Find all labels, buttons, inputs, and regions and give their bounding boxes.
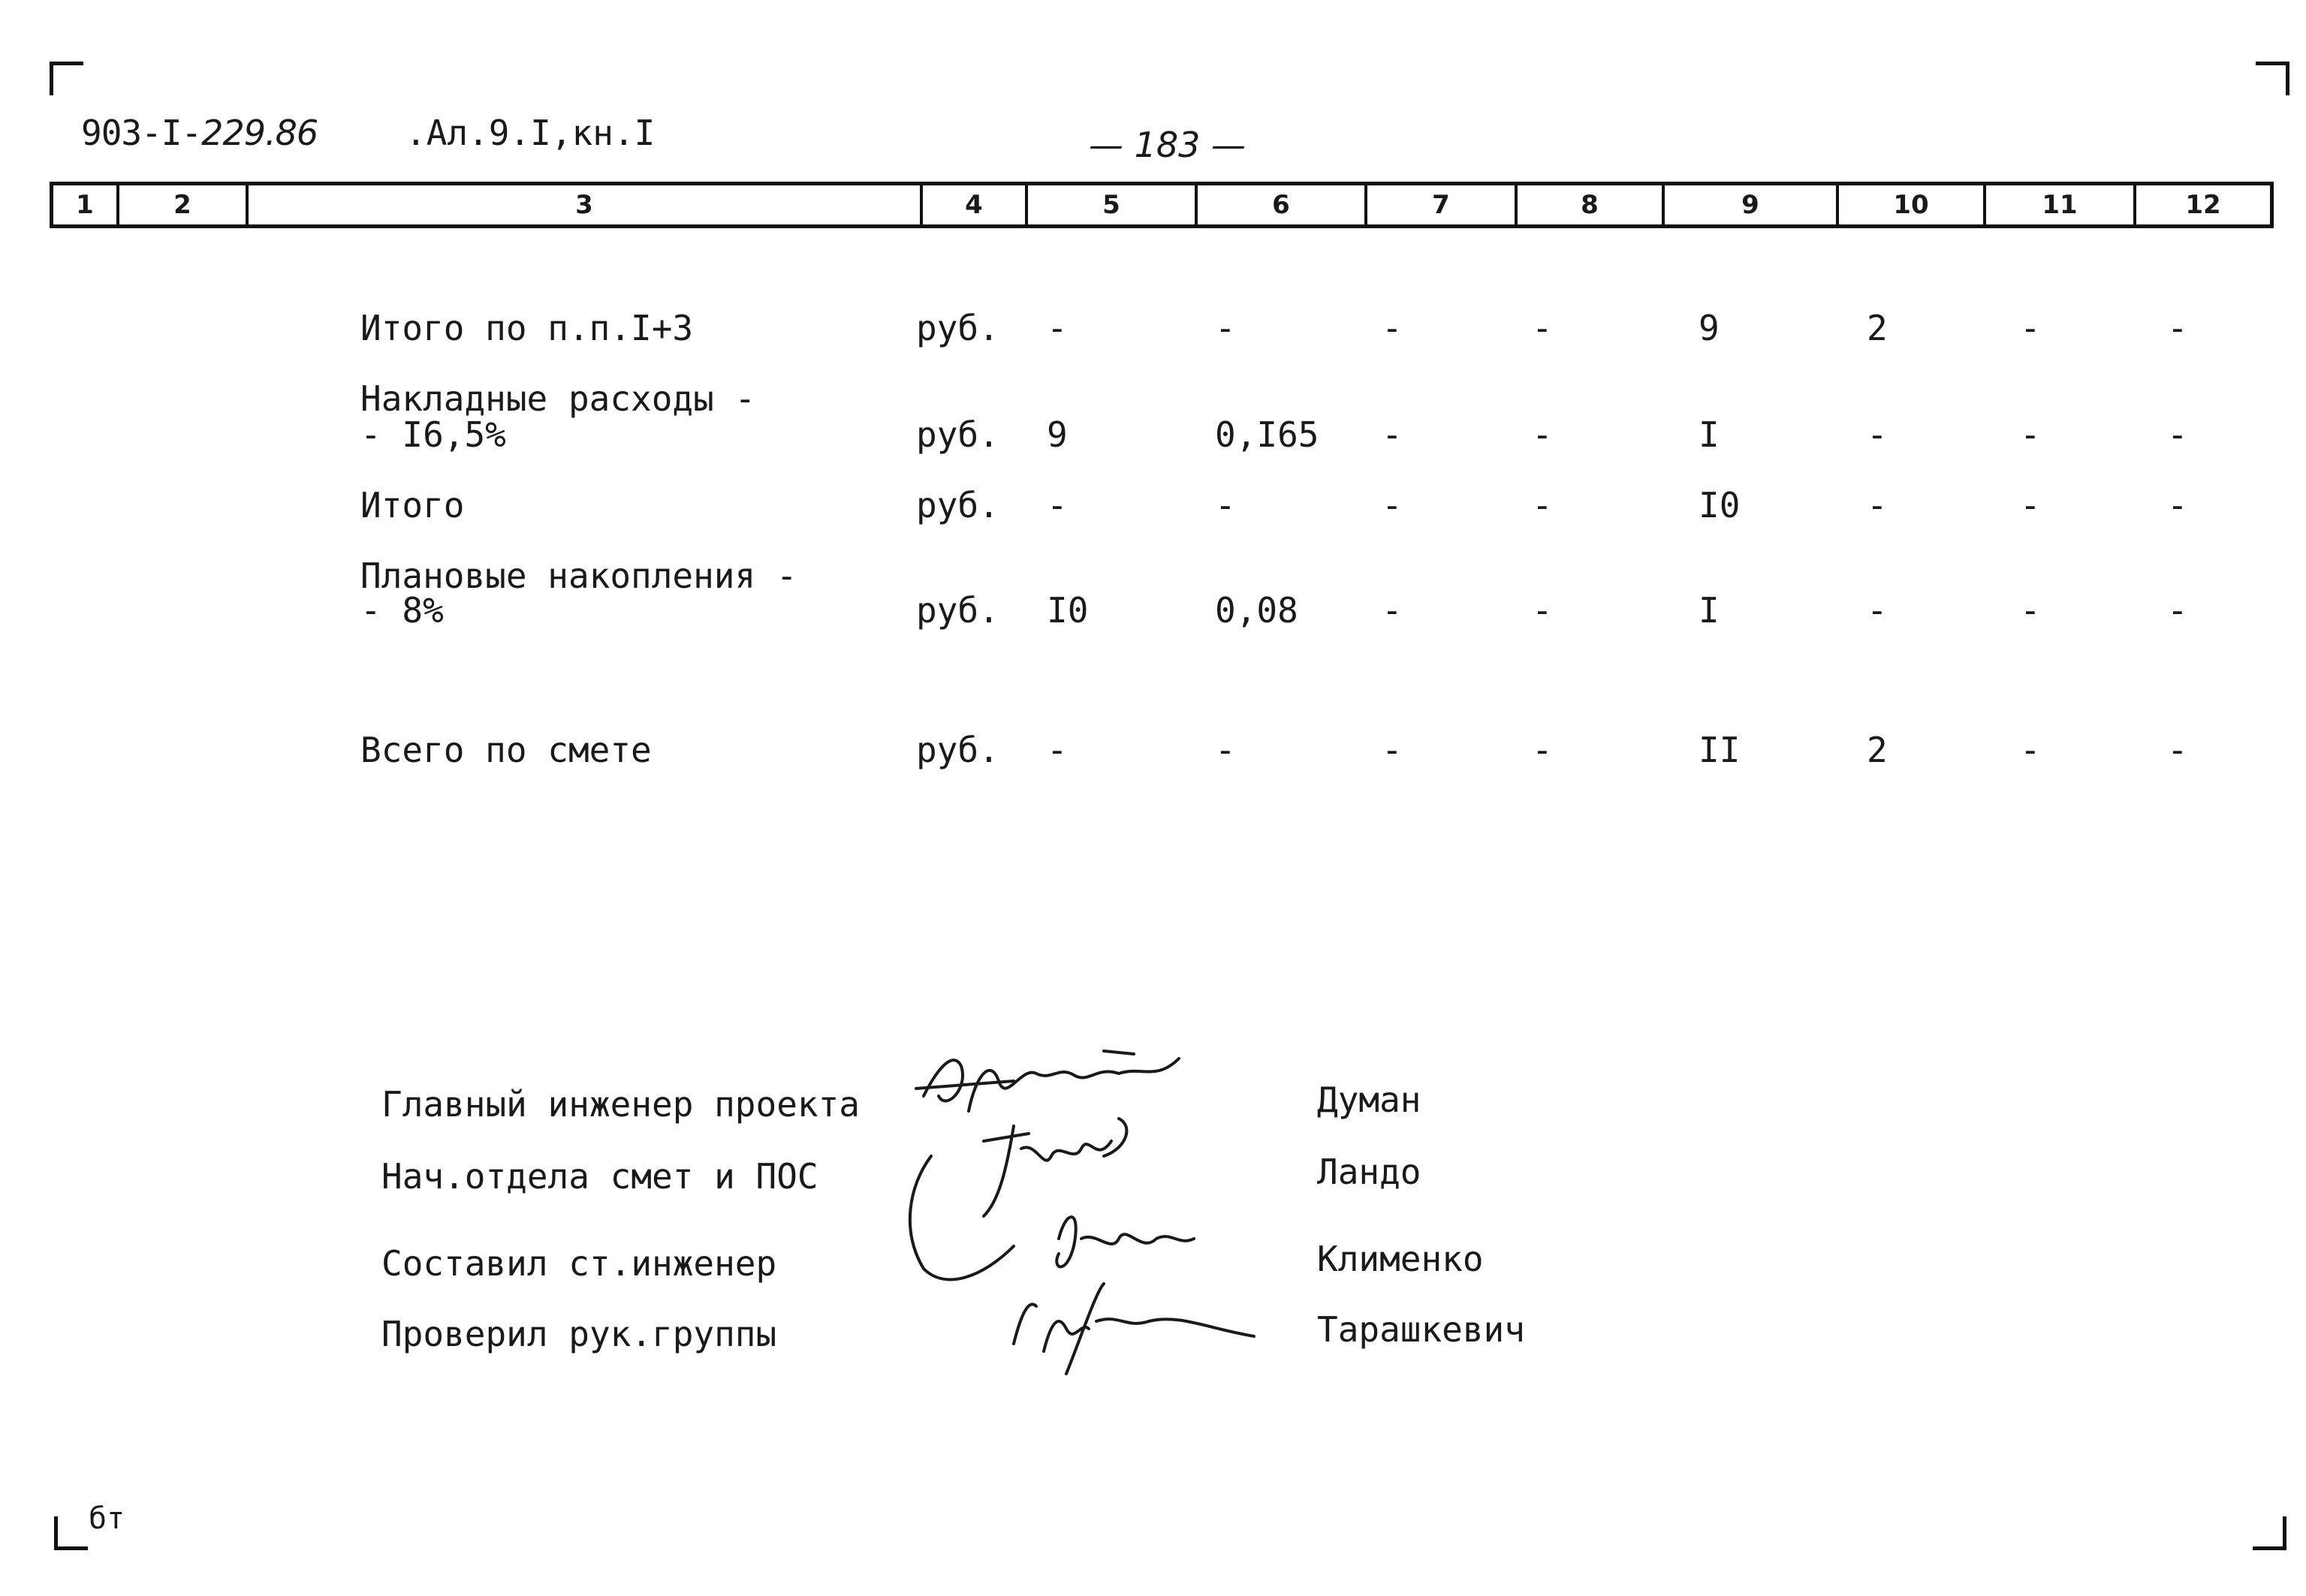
corner-mark-bottom-right <box>2253 1516 2286 1550</box>
signatory-role-checker: Проверил рук.группы <box>381 1314 777 1354</box>
row-2-col6: 0,I65 <box>1215 414 1319 455</box>
column-header-10: 10 <box>1839 185 1986 224</box>
signature-checker <box>1014 1284 1254 1374</box>
row-5-description: Всего по смете <box>360 730 652 770</box>
signatory-name-checker: Тарашкевич <box>1317 1309 1525 1350</box>
row-3-col8: - <box>1532 485 1553 525</box>
signature-department-head <box>910 1119 1127 1279</box>
document-code-printed: 903-I- <box>81 113 202 153</box>
row-2-col10: - <box>1867 414 1888 455</box>
column-header-12: 12 <box>2185 190 2221 220</box>
row-4-col8: - <box>1532 590 1553 631</box>
corner-mark-top-left <box>50 62 83 95</box>
album-reference: .Ал.9.I,кн.I <box>405 113 656 153</box>
row-4-description-line-2: - 8% <box>360 590 444 631</box>
signatory-name-chief-engineer: Думан <box>1317 1080 1421 1120</box>
signatory-name-compiler: Клименко <box>1317 1239 1484 1279</box>
row-4-unit: руб. <box>916 590 999 631</box>
row-5-col6: - <box>1215 730 1236 770</box>
signature-compiler <box>1057 1217 1194 1266</box>
column-header-9: 9 <box>1665 185 1839 224</box>
corner-mark-top-right <box>2256 62 2289 95</box>
row-1-col9: 9 <box>1699 308 1720 348</box>
row-2-description-line-2: - I6,5% <box>360 414 506 455</box>
row-5-col10: 2 <box>1867 730 1888 770</box>
row-1-unit: руб. <box>916 308 999 348</box>
column-number-header <box>50 182 2274 228</box>
row-3-col10: - <box>1867 485 1888 525</box>
row-4-col10: - <box>1867 590 1888 631</box>
row-4-col11: - <box>2020 590 2041 631</box>
signatory-role-department-head: Нач.отдела смет и ПОС <box>381 1156 818 1197</box>
row-1-col10: 2 <box>1867 308 1888 348</box>
row-4-col5: I0 <box>1047 590 1089 631</box>
column-header-6: 6 <box>1198 185 1367 224</box>
row-1-col5: - <box>1047 308 1068 348</box>
signature-chief-engineer <box>916 1051 1179 1111</box>
column-header-3: 3 <box>249 185 923 224</box>
row-1-col8: - <box>1532 308 1553 348</box>
row-1-col12: - <box>2167 308 2188 348</box>
row-1-col11: - <box>2020 308 2041 348</box>
row-1-col6: - <box>1215 308 1236 348</box>
row-3-description: Итого <box>360 485 465 525</box>
row-1-col7: - <box>1382 308 1403 348</box>
row-2-unit: руб. <box>916 414 999 455</box>
row-2-col9: I <box>1699 414 1720 455</box>
column-header-5: 5 <box>1028 185 1198 224</box>
row-2-col12: - <box>2167 414 2188 455</box>
page-number: — 183 — <box>1089 125 1246 165</box>
document-code-handwritten: 229.86 <box>201 113 318 153</box>
signatory-name-department-head: Ландо <box>1317 1152 1421 1192</box>
corner-mark-bottom-left <box>54 1516 88 1550</box>
column-header-1: 1 <box>53 185 119 224</box>
row-2-col8: - <box>1532 414 1553 455</box>
row-3-col9: I0 <box>1699 485 1741 525</box>
row-5-unit: руб. <box>916 730 999 770</box>
document-code <box>81 113 318 153</box>
row-3-col6: - <box>1215 485 1236 525</box>
column-header-8: 8 <box>1518 185 1665 224</box>
row-4-description-line-1: Плановые накопления - <box>360 556 797 596</box>
row-4-col7: - <box>1382 590 1403 631</box>
row-1-description: Итого по п.п.I+3 <box>360 308 694 348</box>
row-3-col12: - <box>2167 485 2188 525</box>
row-2-col7: - <box>1382 414 1403 455</box>
column-header-11: 11 <box>1986 185 2136 224</box>
row-2-col11: - <box>2020 414 2041 455</box>
handwritten-signatures <box>894 1021 1284 1411</box>
row-5-col9: II <box>1699 730 1741 770</box>
column-header-4: 4 <box>923 185 1028 224</box>
row-3-col5: - <box>1047 485 1068 525</box>
row-3-col11: - <box>2020 485 2041 525</box>
row-5-col5: - <box>1047 730 1068 770</box>
row-2-col5: 9 <box>1047 414 1068 455</box>
footer-mark: бт <box>89 1501 125 1536</box>
column-header-7: 7 <box>1367 185 1518 224</box>
row-5-col8: - <box>1532 730 1553 770</box>
row-4-col9: I <box>1699 590 1720 631</box>
row-4-col6: 0,08 <box>1215 590 1298 631</box>
row-3-col7: - <box>1382 485 1403 525</box>
row-3-unit: руб. <box>916 485 999 525</box>
column-header-2: 2 <box>119 185 249 224</box>
signatory-role-chief-engineer: Главный инженер проекта <box>381 1084 860 1125</box>
row-5-col7: - <box>1382 730 1403 770</box>
row-5-col11: - <box>2020 730 2041 770</box>
signatory-role-compiler: Составил ст.инженер <box>381 1243 777 1284</box>
row-4-col12: - <box>2167 590 2188 631</box>
row-2-description-line-1: Накладные расходы - <box>360 378 756 419</box>
row-5-col12: - <box>2167 730 2188 770</box>
